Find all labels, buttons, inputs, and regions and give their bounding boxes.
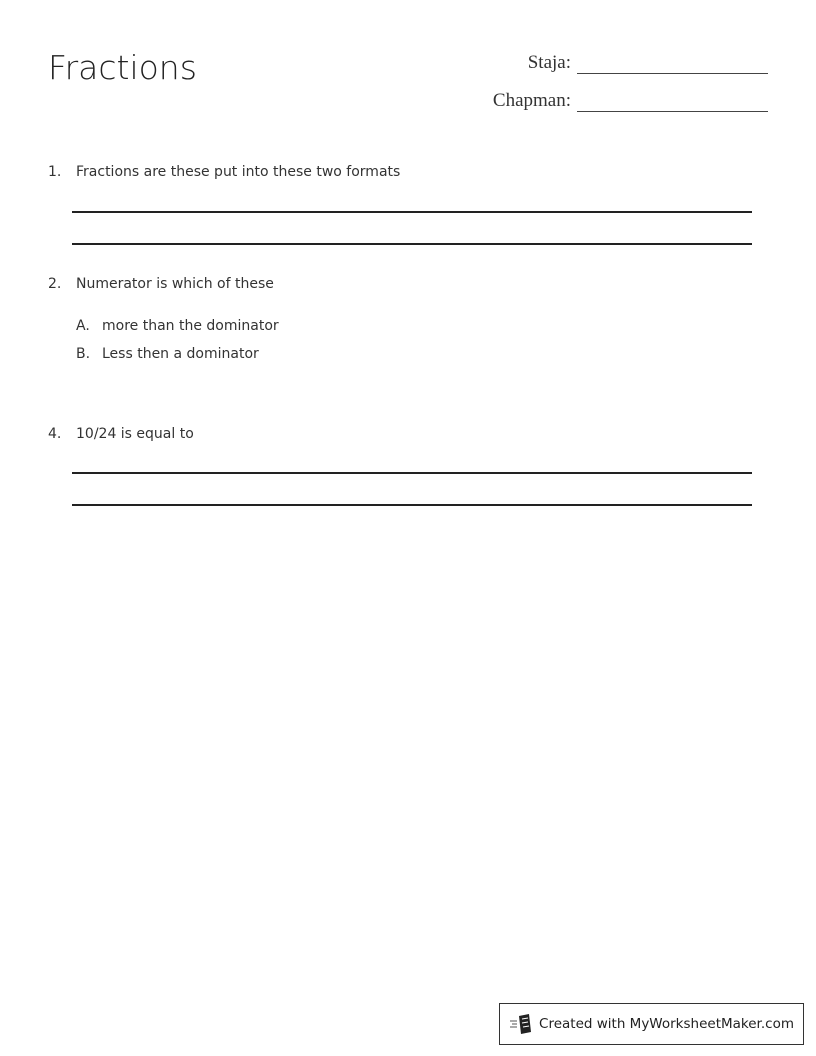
question-2: [48, 276, 274, 292]
footer-badge[interactable]: [499, 1003, 804, 1045]
question-text: Fractions are these put into these two formats: [76, 164, 401, 180]
answer-line[interactable]: [72, 211, 752, 213]
question-text: 10/24 is equal to: [76, 426, 194, 442]
chapman-field[interactable]: [493, 90, 768, 112]
worksheet-logo-icon: [509, 1013, 533, 1035]
option-text: more than the dominator: [102, 318, 279, 334]
option-a[interactable]: [76, 318, 279, 334]
question-text: Numerator is which of these: [76, 276, 274, 292]
field-line[interactable]: [577, 53, 768, 74]
field-label: Staja:: [527, 52, 571, 73]
option-letter: A.: [76, 318, 90, 334]
question-number: 2.: [48, 276, 62, 292]
option-b[interactable]: [76, 346, 259, 362]
answer-line[interactable]: [72, 243, 752, 245]
staja-field[interactable]: [528, 52, 768, 74]
question-number: 4.: [48, 426, 62, 442]
question-4: [48, 426, 194, 442]
answer-line[interactable]: [72, 472, 752, 474]
option-text: Less then a dominator: [102, 346, 259, 362]
field-line[interactable]: [577, 91, 768, 112]
question-1: [48, 164, 400, 180]
page-title: Fractions: [48, 48, 197, 87]
question-number: 1.: [48, 164, 62, 180]
answer-line[interactable]: [72, 504, 752, 506]
footer-text: Created with MyWorksheetMaker.com: [539, 1016, 794, 1032]
option-letter: B.: [76, 346, 91, 362]
field-label: Chapman:: [492, 90, 571, 111]
